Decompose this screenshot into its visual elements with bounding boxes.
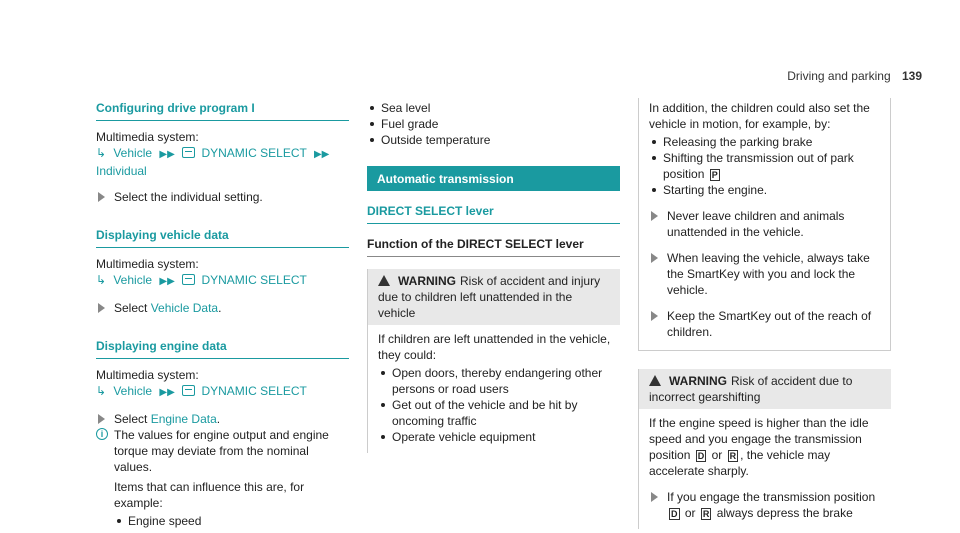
vehicle-data-heading: Displaying vehicle data (96, 227, 349, 248)
car-icon (182, 147, 195, 158)
path-vehicle[interactable]: Vehicle (113, 146, 153, 160)
engine-data-step: Select Engine Data. (96, 411, 349, 427)
step-triangle-icon (651, 311, 658, 321)
warning-continuation (638, 98, 891, 351)
list-item: Engine speed (114, 513, 349, 529)
path-dynamic[interactable]: DYNAMIC SELECT (201, 384, 307, 398)
list-item: Get out of the vehicle and be hit by oncoming traffic (378, 397, 612, 429)
return-arrow-icon: ↳ (96, 273, 107, 287)
step-triangle-icon (651, 211, 658, 221)
step-triangle-icon (651, 492, 658, 502)
vehicle-data-link[interactable]: Vehicle Data (150, 301, 219, 315)
page-header (787, 68, 922, 84)
gear-r-icon: R (729, 451, 737, 461)
path-vehicle[interactable]: Vehicle (113, 384, 153, 398)
list-item: Outside temperature (367, 132, 620, 148)
warning-word: WARNING (398, 274, 456, 288)
vehicle-data-step: Select Vehicle Data. (96, 300, 349, 316)
children-intro: In addition, the children could also set the vehicle in motion, for example, by: (649, 101, 870, 131)
direct-select-heading: DIRECT SELECT lever (367, 203, 620, 224)
warning-body: If the engine speed is higher than the idle speed and you engage the transmission position D or R , the vehicle may accelerate sharply. If you engage the transmission position D or R always depress the brake (639, 409, 891, 529)
path-individual[interactable]: Individual (96, 164, 147, 178)
function-heading: Function of the DIRECT SELECT lever (367, 236, 620, 257)
warning-body: If children are left unattended in the vehicle, they could: Open doors, thereby endangering other persons or road users Get out of the vehicle and be hit by oncoming traffic Operate vehicle equipment (378, 332, 611, 444)
list-item: Releasing the parking brake (649, 134, 882, 150)
double-chevron-icon: ▶▶ (159, 387, 175, 398)
list-item: Open doors, thereby endangering other persons or road users (378, 365, 612, 397)
warning-word: WARNING (669, 374, 727, 388)
warning-box-2 (638, 369, 891, 529)
car-icon (182, 385, 195, 396)
children-step: Never leave children and animals unattended in the vehicle. (649, 208, 882, 240)
list-item: Sea level (367, 100, 620, 116)
configure-heading: Configuring drive program I (96, 100, 349, 121)
configure-path (96, 145, 349, 179)
step-triangle-icon (651, 253, 658, 263)
vehicle-data-path (96, 272, 349, 290)
gear-d-icon: D (697, 451, 705, 461)
configure-intro: Multimedia system: (96, 130, 199, 144)
engine-factors-list (114, 513, 349, 529)
return-arrow-icon: ↳ (96, 384, 107, 398)
list-item: Fuel grade (367, 116, 620, 132)
children-step: When leaving the vehicle, always take the SmartKey with you and lock the vehicle. (649, 250, 882, 298)
engine-data-link[interactable]: Engine Data (150, 412, 217, 426)
list-item: Starting the engine. (649, 182, 882, 198)
step-triangle-icon (98, 192, 105, 202)
column-1 (96, 100, 349, 529)
warning-icon (378, 275, 390, 286)
step-triangle-icon (98, 303, 105, 313)
engine-data-note: i The values for engine output and engine torque may deviate from the nominal values. Items that can influence this are, for example: Engine speed (96, 427, 349, 529)
step-triangle-icon (98, 414, 105, 424)
vehicle-data-intro: Multimedia system: (96, 257, 199, 271)
engine-data-intro: Multimedia system: (96, 368, 199, 382)
warning-box (367, 269, 620, 453)
gearshift-step: If you engage the transmission position D or R always depress the brake (649, 489, 883, 521)
path-vehicle[interactable]: Vehicle (113, 273, 153, 287)
warning-header: WARNING Risk of accident and injury due to children left unattended in the vehicle (368, 269, 620, 325)
warning-header: WARNING Risk of accident due to incorrect gearshifting (639, 369, 891, 409)
path-dynamic[interactable]: DYNAMIC SELECT (201, 146, 307, 160)
section-bar: Automatic transmission (367, 166, 620, 191)
engine-data-path (96, 383, 349, 401)
warning-list (378, 365, 612, 445)
children-actions-list (649, 134, 882, 198)
page-number: 139 (901, 69, 922, 83)
car-icon (182, 274, 195, 285)
warning-icon (649, 375, 661, 386)
gear-p-icon: P (711, 170, 718, 180)
column-2 (367, 100, 620, 453)
gear-r-icon: R (702, 509, 710, 519)
engine-data-heading: Displaying engine data (96, 338, 349, 359)
info-icon: i (96, 428, 108, 440)
column-3 (638, 100, 891, 529)
path-dynamic[interactable]: DYNAMIC SELECT (201, 273, 307, 287)
children-step: Keep the SmartKey out of the reach of children. (649, 308, 882, 340)
engine-factors-list-cont (367, 100, 620, 148)
section-title: Driving and parking (787, 69, 891, 83)
double-chevron-icon: ▶▶ (159, 276, 175, 287)
list-item: Shifting the transmission out of park position P (649, 150, 882, 182)
return-arrow-icon: ↳ (96, 146, 107, 160)
double-chevron-icon: ▶▶ (159, 149, 175, 160)
double-chevron-icon: ▶▶ (313, 149, 330, 160)
list-item: Operate vehicle equipment (378, 429, 612, 445)
configure-step: Select the individual setting. (96, 189, 349, 205)
gear-d-icon: D (671, 509, 678, 519)
